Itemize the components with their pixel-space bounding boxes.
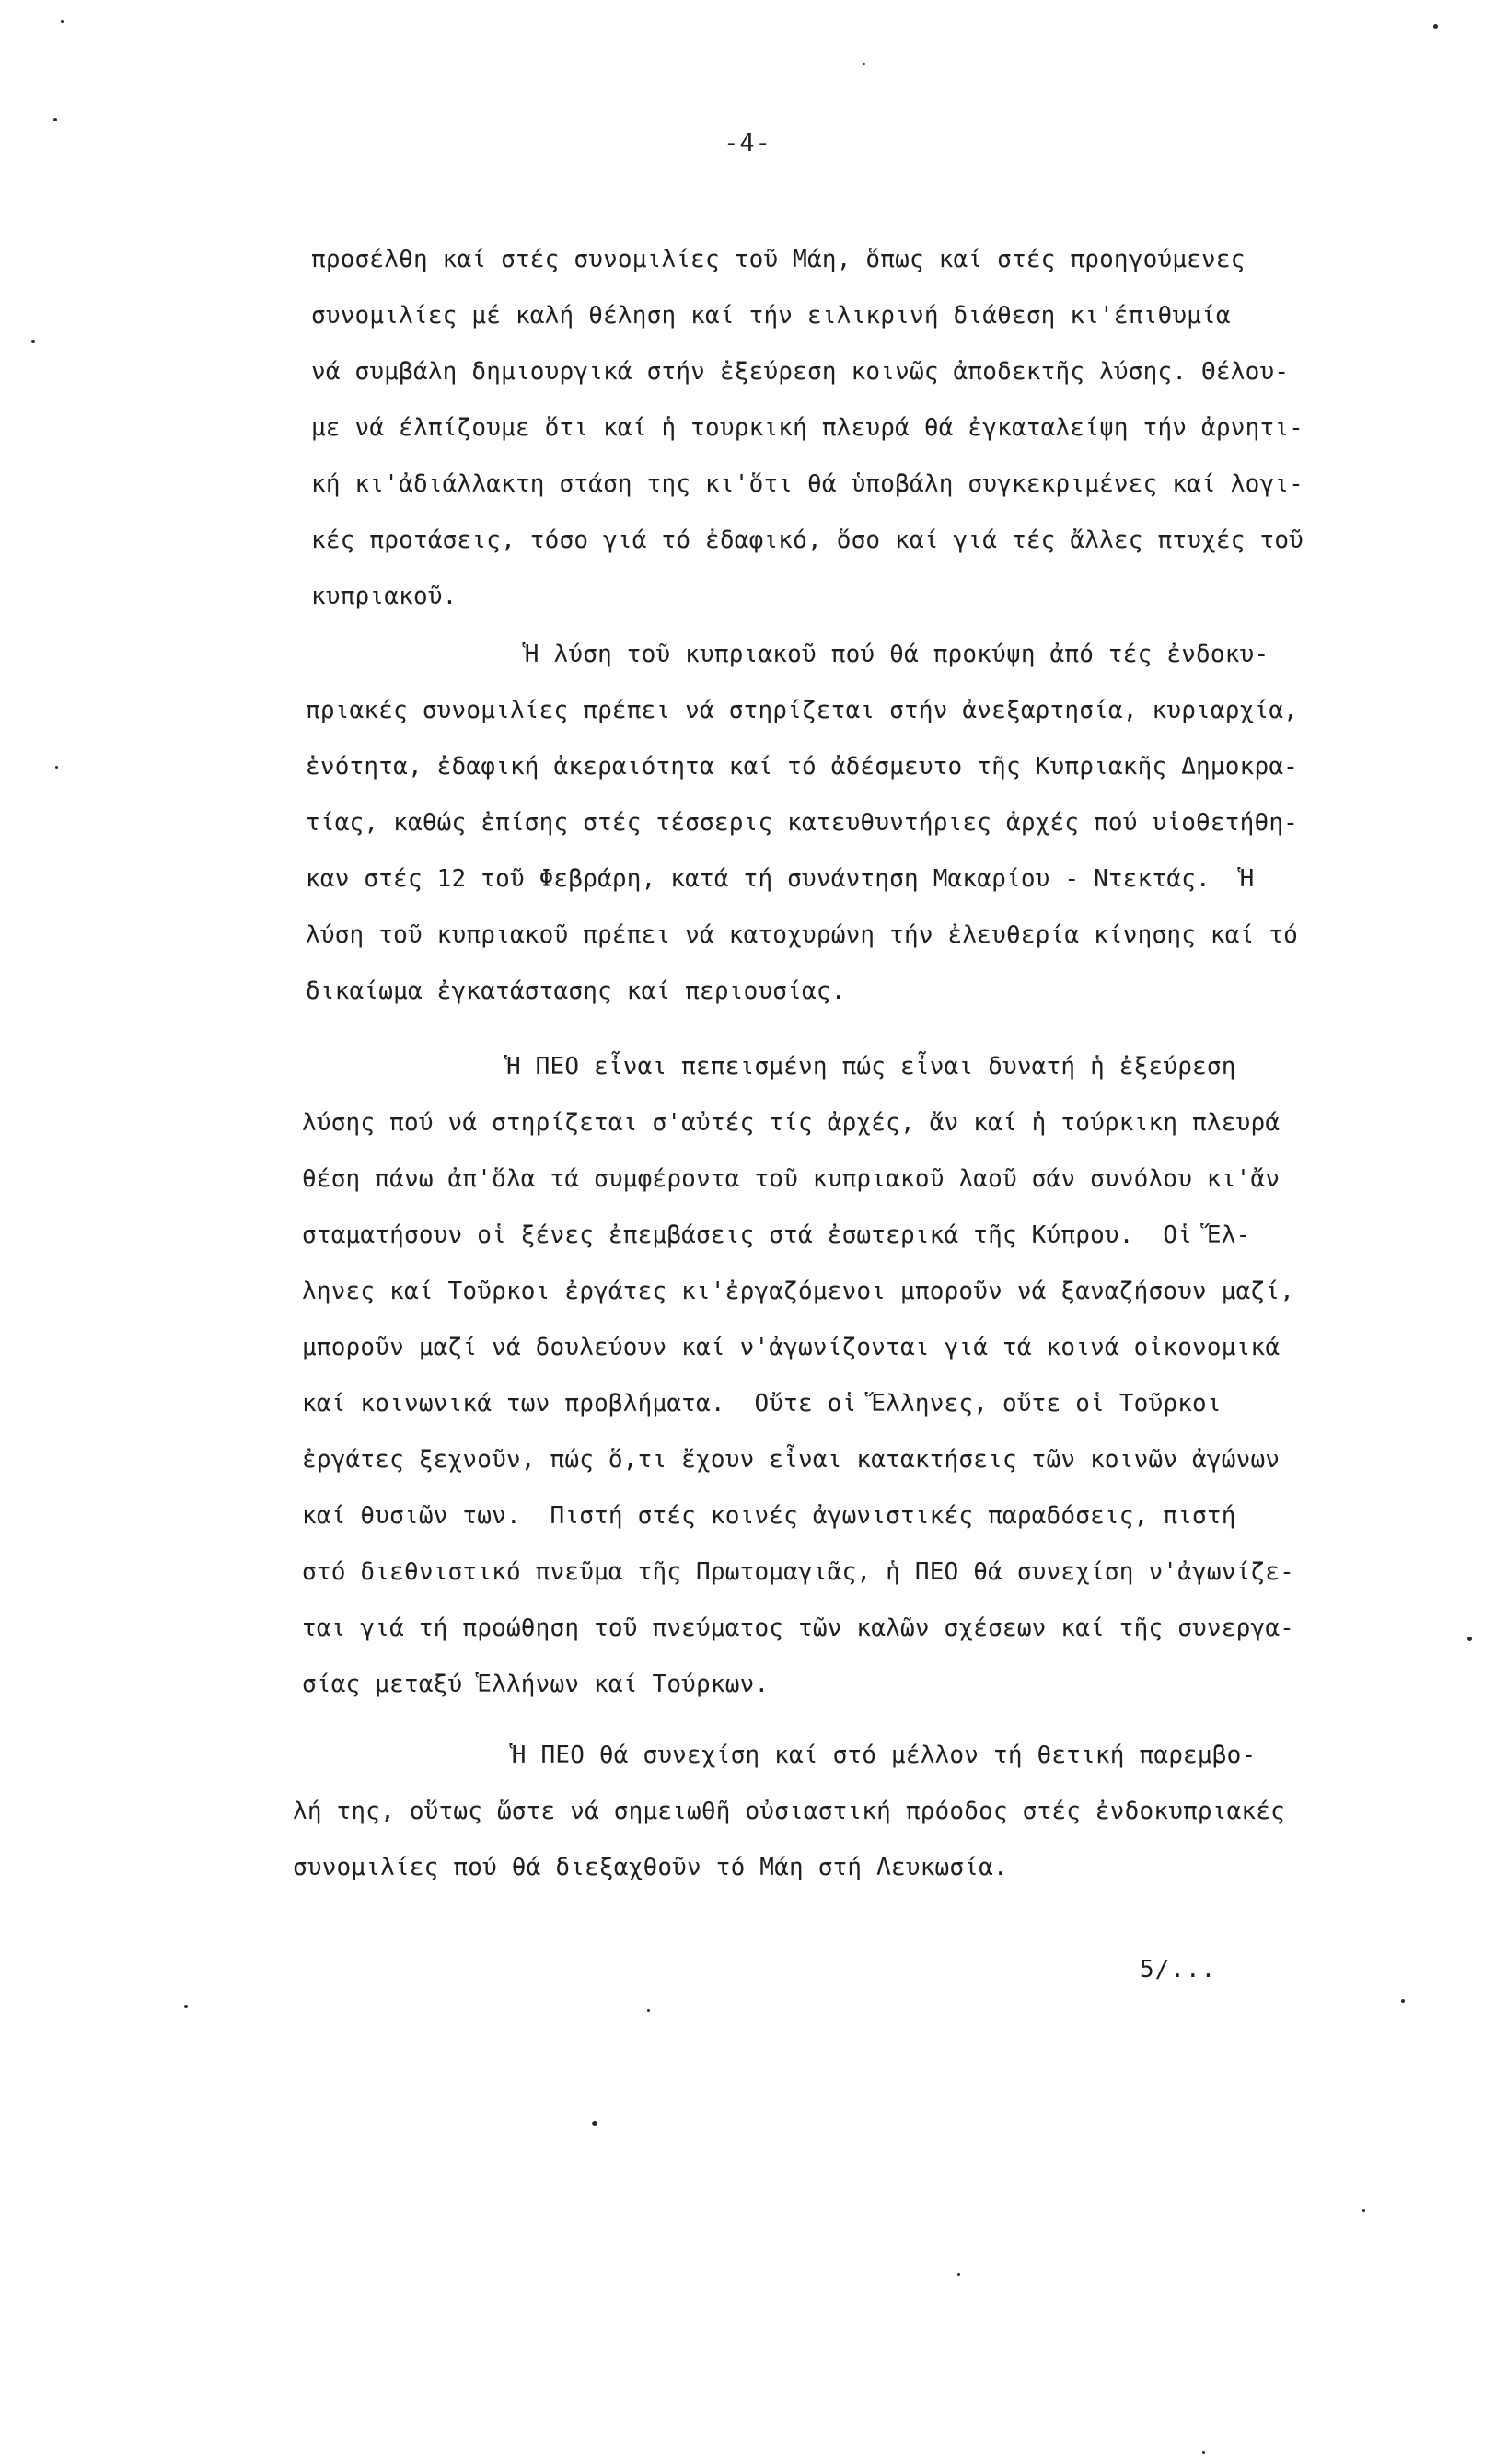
paragraph-line: λύσης πού νά στηρίζεται σ'αὐτές τίς ἀρχές, ἄν καί ἡ τούρκικη πλευρά (302, 1109, 1281, 1137)
scan-speck (53, 118, 57, 121)
scan-speck (31, 340, 35, 343)
paragraph-line: ται γιά τή προώθηση τοῦ πνεύματος τῶν καλῶν σχέσεων καί τῆς συνεργα- (302, 1614, 1295, 1642)
paragraph-line: καί κοινωνικά των προβλήματα. Οὔτε οἱ Ἕλληνες, οὔτε οἱ Τοῦρκοι (302, 1390, 1222, 1417)
scan-speck (55, 766, 58, 769)
paragraph-line: με νά έλπίζουμε ὅτι καί ἡ τουρκική πλευρά θά ἐγκαταλείψη τήν ἀρνητι- (311, 414, 1304, 442)
scan-speck (1401, 1999, 1405, 2003)
paragraph-line: πριακές συνομιλίες πρέπει νά στηρίζεται στήν ἀνεξαρτησία, κυριαρχία, (306, 697, 1299, 724)
paragraph-line: προσέλθη καί στές συνομιλίες τοῦ Μάη, ὅπως καί στές προηγούμενες (311, 246, 1246, 273)
paragraph-line: στό διεθνιστικό πνεῦμα τῆς Πρωτομαγιᾶς, ἡ ΠΕΟ θά συνεχίση ν'ἀγωνίζε- (302, 1558, 1295, 1586)
paragraph-line: συνομιλίες μέ καλή θέληση καί τήν ειλικρινή διάθεση κι'έπιθυμία (311, 302, 1231, 330)
paragraph-line: Ἡ ΠΕΟ θά συνεχίση καί στό μέλλον τή θετική παρεμβο- (293, 1741, 1257, 1769)
paragraph-4 (293, 1728, 1285, 1896)
paragraph-line: Ἡ ΠΕΟ εἶναι πεπεισμένη πώς εἶναι δυνατή ἡ ἐξεύρεση (302, 1053, 1236, 1081)
paragraph-line: λή της, οὕτως ὥστε νά σημειωθῆ οὐσιαστική πρόοδος στές ἐνδοκυπριακές (293, 1798, 1286, 1825)
paragraph-line: λύση τοῦ κυπριακοῦ πρέπει νά κατοχυρώνη τήν ἐλευθερία κίνησης καί τό (306, 921, 1299, 949)
scan-speck (1362, 2209, 1365, 2212)
scan-speck (184, 2005, 188, 2008)
paragraph-line: Ἡ λύση τοῦ κυπριακοῦ πού θά προκύψη ἀπό τές ἐνδοκυ- (306, 641, 1269, 668)
paragraph-3 (302, 1039, 1294, 1713)
paragraph-line: ληνες καί Τοῦρκοι ἐργάτες κι'ἐργαζόμενοι μποροῦν νά ξαναζήσουν μαζί, (302, 1278, 1295, 1305)
paragraph-line: τίας, καθώς ἐπίσης στές τέσσερις κατευθυντήριες ἀρχές πού υἱοθετήθη- (306, 809, 1299, 837)
paragraph-line: ἑνότητα, ἐδαφική ἀκεραιότητα καί τό ἀδέσμευτο τῆς Κυπριακῆς Δημοκρα- (306, 753, 1299, 781)
paragraph-line: συνομιλίες πού θά διεξαχθοῦν τό Μάη στή Λευκωσία. (293, 1854, 1008, 1881)
paragraph-line: καί θυσιῶν των. Πιστή στές κοινές ἀγωνιστικές παραδόσεις, πιστή (302, 1502, 1236, 1530)
scan-speck (957, 2273, 960, 2276)
paragraph-line: κές προτάσεις, τόσο γιά τό ἐδαφικό, ὅσο καί γιά τές ἄλλες πτυχές τοῦ (311, 526, 1304, 554)
scan-speck (863, 63, 865, 65)
scan-speck (1202, 2451, 1205, 2454)
paragraph-line: θέση πάνω ἀπ'ὅλα τά συμφέροντα τοῦ κυπριακοῦ λαοῦ σάν συνόλου κι'ἄν (302, 1165, 1281, 1193)
paragraph-line: δικαίωμα ἐγκατάστασης καί περιουσίας. (306, 978, 846, 1005)
paragraph-1 (311, 232, 1304, 625)
paragraph-line: κή κι'ἀδιάλλακτη στάση της κι'ὅτι θά ὑποβάλη συγκεκριμένες καί λογι- (311, 470, 1304, 498)
scan-speck (592, 2121, 597, 2126)
paragraph-line: σταματήσουν οἱ ξένες ἐπεμβάσεις στά ἐσωτερικά τῆς Κύπρου. Οἱ Ἕλ- (302, 1221, 1251, 1249)
paragraph-line: καν στές 12 τοῦ Φεβράρη, κατά τή συνάντηση Μακαρίου - Ντεκτάς. Ἡ (306, 865, 1255, 893)
continuation-marker: 5/... (1140, 1956, 1217, 1984)
scan-speck (61, 20, 64, 23)
paragraph-line: νά συμβάλη δημιουργικά στήν ἐξεύρεση κοινῶς ἀποδεκτῆς λύσης. Θέλου- (311, 358, 1290, 386)
paragraph-2 (306, 627, 1298, 1020)
paragraph-line: σίας μεταξύ Ἑλλήνων καί Τούρκων. (302, 1671, 770, 1698)
page-number: -4- (724, 129, 771, 157)
scan-speck (647, 2009, 650, 2012)
scan-speck (1433, 24, 1438, 29)
paragraph-line: ἐργάτες ξεχνοῦν, πώς ὅ,τι ἔχουν εἶναι κατακτήσεις τῶν κοινῶν ἀγώνων (302, 1446, 1281, 1474)
paragraph-line: κυπριακοῦ. (311, 583, 458, 610)
scan-speck (1467, 1637, 1472, 1641)
paragraph-line: μποροῦν μαζί νά δουλεύουν καί ν'ἀγωνίζονται γιά τά κοινά οἰκονομικά (302, 1334, 1281, 1361)
